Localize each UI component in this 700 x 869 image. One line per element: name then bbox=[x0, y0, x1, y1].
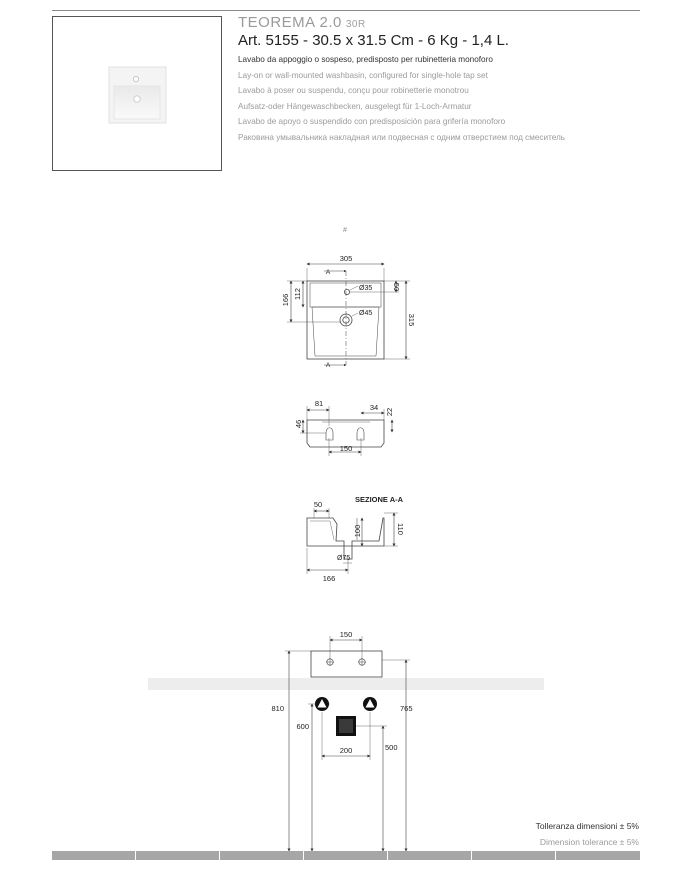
dim-left: 81 bbox=[314, 399, 324, 408]
supply-right-icon bbox=[363, 697, 377, 711]
dim-supply-spacing: 200 bbox=[339, 746, 353, 755]
dim-drain: Ø75 bbox=[337, 555, 351, 562]
drain-hole-dim: Ø45 bbox=[359, 310, 373, 317]
dim-height-drain: 500 bbox=[385, 743, 398, 752]
article-line: Art. 5155 - 30.5 x 31.5 Cm - 6 Kg - 1,4 L. bbox=[238, 32, 509, 49]
dim-spacing-top: 150 bbox=[339, 630, 353, 639]
dim-section-height: 110 bbox=[396, 523, 405, 535]
series-title: TEOREMA 2.0 30R bbox=[238, 14, 366, 31]
description-de: Aufsatz-oder Hängewaschbecken, ausgelegt für 1-Loch-Armatur bbox=[238, 101, 472, 111]
top-view bbox=[287, 264, 410, 365]
floor-line bbox=[52, 851, 640, 860]
supply-left-icon bbox=[315, 697, 329, 711]
countertop-band bbox=[148, 678, 544, 690]
section-title: SEZIONE A-A bbox=[355, 495, 404, 504]
dim-right-b: 22 bbox=[385, 407, 394, 417]
dim-height-rim: 765 bbox=[400, 704, 413, 713]
top-view-labels bbox=[281, 227, 416, 369]
dim-right-a: 34 bbox=[369, 403, 379, 412]
dim-height: 46 bbox=[294, 419, 303, 429]
dim-depth-inner: 166 bbox=[281, 293, 290, 307]
dim-spacing: 150 bbox=[339, 444, 353, 453]
view-mark: # bbox=[343, 227, 347, 234]
dim-section-depth: 100 bbox=[353, 524, 362, 538]
dim-rim: 50 bbox=[313, 500, 323, 509]
section-label-top: A bbox=[325, 269, 331, 276]
dim-depth: 315 bbox=[407, 313, 416, 327]
description-it: Lavabo da appoggio o sospeso, predisposto per rubinetteria monoforo bbox=[238, 55, 493, 64]
description-fr: Lavabo à poser ou suspendu, conçu pour robinetterie monotrou bbox=[238, 86, 469, 95]
series-code: 30R bbox=[345, 19, 366, 30]
section-view bbox=[307, 508, 398, 574]
dim-tap-edge: 50 bbox=[392, 282, 401, 292]
dim-tap-offset: 112 bbox=[293, 288, 302, 300]
rear-view-labels bbox=[294, 399, 394, 453]
dim-height-supply: 600 bbox=[296, 722, 309, 731]
dim-offset: 166 bbox=[322, 574, 336, 583]
tolerance-en: Dimension tolerance ± 5% bbox=[539, 837, 639, 847]
description-en: Lay-on or wall-mounted washbasin, configured for single-hole tap set bbox=[238, 70, 488, 80]
tolerance-it: Tolleranza dimensioni ± 5% bbox=[535, 821, 639, 831]
dim-width: 305 bbox=[339, 254, 353, 263]
description-es: Lavabo de apoyo o suspendido con predisposición para grifería monoforo bbox=[238, 117, 506, 126]
description-ru: Раковина умывальника накладная или подвесная с одним отверстием под смеситель bbox=[238, 132, 566, 142]
drain-icon bbox=[336, 716, 356, 736]
dim-height-total: 810 bbox=[271, 704, 284, 713]
tap-hole-dim: Ø35 bbox=[359, 285, 373, 292]
install-view-labels bbox=[271, 630, 412, 755]
section-label-bottom: A bbox=[325, 362, 331, 369]
